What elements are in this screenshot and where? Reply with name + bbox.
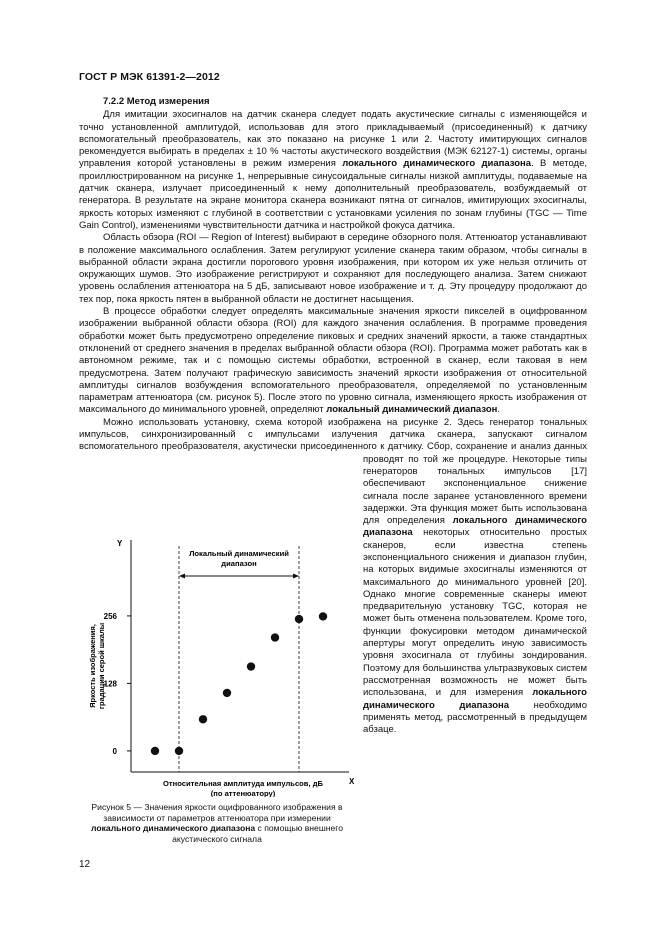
data-point-5: [247, 662, 255, 670]
paragraph-1: Для имитации эхосигналов на датчик сканера следует подать акустические сигналы с изменяющейся и точно установленной амплитудой, использовав для этого прикладываемый (присоединенный) к датчику вспомогательный преобразователь, как это показано на рисунке 1 или 2. Частоту имитирующих сигналов рекомендуется выбирать в пределах ± 10 % частоты акустического воздействия (МЭК 62127-1) системы, органы управления которой установлены в режим измерения локального динамического диапазона. В методе, проиллюстрированном на рисунке 1, непрерывные синусоидальные сигналы низкой амплитуды, подаваемые на датчик сканера, излучает присоединенный к нему дополнительный преобразователь, возбуждаемый от генератора. В результате на экране монитора сканера возникают пятна от сигналов, имитирующих эхосигналы, яркость которых изменяют с глубиной в соответствии с установками усиления по зонам глубины (TGC — Time Gain Control), изменениями чувствительности датчика и настройкой фокуса датчика.: [79, 109, 587, 231]
paragraph-4-text-end: необходимо применять метод, рассмотренный в предыдущем абзаце.: [363, 699, 587, 736]
data-point-1: [151, 747, 159, 755]
document-header: ГОСТ Р МЭК 61391-2—2012: [79, 71, 220, 83]
y-tick-label: 0: [112, 746, 117, 756]
paragraph-3: В процессе обработки следует определять максимальные значения яркости пикселей в оцифрованном изображении выбранной области обзора (ROI) для каждого значения ослабления. В программе проведения обработки может быть предусмотрено определение пиковых и средних значений яркости, а также стандартных отклонений от среднего значения в пределах выбранной области обзора (ROI). Программа может работать как в автономном режиме, так и с помощью системы обработки, встроенной в сканер, если таковая в нем предусмотрена. Затем получают графическую зависимость значений яркости изображения от относительной амплитуды сигналов возбуждения вспомогательного преобразователя, определяемой по установленным параметрам аттенюатора (см. рисунок 5). После этого по уровню сигнала, изменяющего яркость изображения от максимального до минимального уровней, определяют локальный динамический диапазон.: [79, 306, 587, 416]
range-arrow-right: [293, 574, 299, 579]
figure-5: [79, 532, 355, 872]
paragraph-2: Область обзора (ROI — Region of Interest) выбирают в середине обзорного поля. Аттенюатор устанавливают в положение максимального ослабления. Затем регулируют усиление сканера таким образом, чтобы сигналы в выбранной области экрана достигли порогового уровня изображения, при котором их уже нельзя отличить от окружающих шумов. Это изображение регистрируют и сохраняют для последующего анализа. Затем снижают уровень ослабления аттенюатора на 5 дБ, записывают новое изображение и т. д. Эту процедуру продолжают до тех пор, пока яркость пятен в выбранной области не достигнет насыщения.: [79, 232, 587, 305]
data-point-2: [175, 747, 183, 755]
range-label-line-2: диапазон: [221, 559, 257, 568]
page-number: 12: [79, 859, 91, 870]
paragraph-4-term: локального динамического диапазона: [363, 515, 587, 539]
range-arrow-left: [179, 574, 185, 579]
y-tick-label: 128: [103, 679, 117, 689]
data-point-8: [319, 612, 327, 620]
range-label-line-1: Локальный динамический: [189, 549, 289, 558]
data-point-4: [223, 689, 231, 697]
y-axis-label-line-1: Яркость изображения,: [88, 624, 97, 708]
scatter-chart: [79, 532, 355, 797]
y-axis-label-line-2: градации серой шкалы: [97, 622, 106, 710]
data-point-3: [199, 715, 207, 723]
y-tick-label: 256: [103, 611, 117, 621]
data-point-7: [295, 615, 303, 623]
paragraph-4-text: Можно использовать установку, схема которой изображена на рисунке 2. Здесь генератор тональных импульсов, синхронизированный с импульсами излучения датчика сканера, запускают сигналом вспомогательного преобразователя, акустически присоединенного к датчику. Сбор, сохранение и анализ данных проводят по той же процедуре. Некоторые типы генераторов тональных импульсов [17] обеспечивают экспоненциальное снижение сигнала после заранее установленного времени задержки. Эта функция может быть использована для определения: [79, 416, 587, 527]
x-axis-letter: X: [349, 777, 355, 786]
data-point-6: [271, 633, 279, 641]
y-axis-letter: Y: [117, 539, 123, 548]
x-axis-label-line-1: Относительная амплитуда импульсов, дБ: [163, 779, 323, 788]
y-axis-label: [88, 623, 106, 709]
paragraph-4-text-cont: некоторых относительно простых сканеров, если известна степень экспоненциального снижения и диапазон глубин, на которых видимые эхосигналы изменяются от максимального до минимального уровней [20]. Однако многие современные сканеры имеют предварительную установку TGC, которая не может быть отменена пользователем. Кроме того, функции фокусировки методом динамической апертуры могут определить иную зависимость уровня эхосигнала от глубины зондирования. Поэтому для большинства ультразвуковых систем рассмотренная возможность не может быть использована, и для измерения: [363, 527, 587, 699]
figure-caption: Рисунок 5 — Значения яркости оцифрованного изображения в зависимости от параметров аттенюатора при измерении локального динамического диапазона с помощью внешнего акустического сигнала: [91, 802, 343, 844]
paragraph-4-term-2: локального динамического диапазона: [363, 687, 587, 711]
x-axis-label-line-2: (по аттенюатору): [210, 789, 276, 797]
section-title: 7.2.2 Метод измерения: [103, 96, 210, 107]
